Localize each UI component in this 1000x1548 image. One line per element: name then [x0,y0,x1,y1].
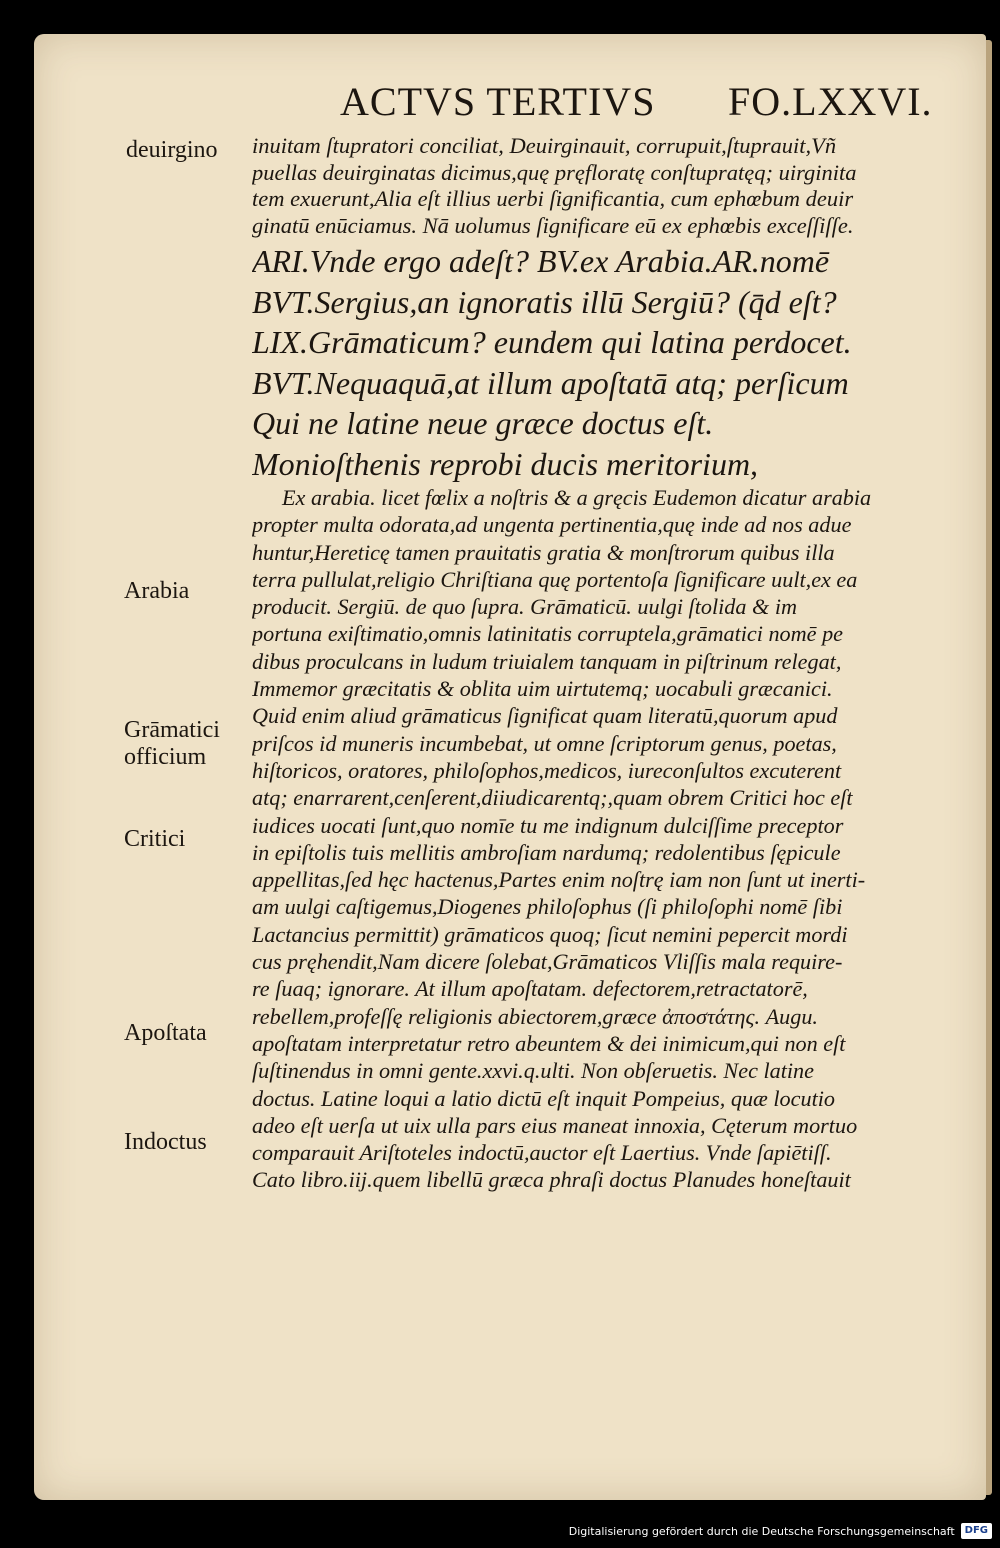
text-line: am uulgi caſtigemus,Diogenes philoſophus (ſi philoſophi nomē ſibi [252,894,843,920]
text-line: appellitas,ſed hęc hactenus,Partes enim noſtrę iam non ſunt ut inerti- [252,867,866,893]
verse-block [252,241,958,484]
text-line: tem exuerunt,Alia eſt illius uerbi ſignificantia, cum ephœbum deuir [252,186,854,211]
margin-note-gramatici: Grāmatici [124,717,220,743]
verse-line: LIX.Grāmaticum? eundem qui latina perdocet. [252,324,852,360]
verse-line: Qui ne latine neue græce doctus eſt. [252,405,714,441]
text-line: propter multa odorata,ad ungenta pertinentia,quę inde ad nos adue [252,512,852,538]
text-line: adeo eſt uerſa ut uix ulla pars eius maneat innoxia, Cęterum mortuo [252,1112,858,1138]
text-line: dibus proculcans in ludum triuialem tanquam in piſtrinum relegat, [252,648,842,674]
text-line: ginatū enūciamus. Nā uolumus ſignificare eū ex ephœbis exceſſiſſe. [252,212,854,238]
margin-note-officium: officium [124,744,207,770]
text-line: Immemor græcitatis & oblita uim uirtutemq; uocabuli græcanici. [252,676,833,702]
text-line: portuna exiſtimatio,omnis latinitatis corruptela,grāmatici nomē pe [252,621,844,647]
text-line: rebellem,profeſſę religionis abiectorem,græce ἀποστάτης. Augu. [252,1003,818,1029]
verse-line: Monioſthenis reprobi ducis meritorium, [252,445,759,482]
verse-line: ARI.Vnde ergo adeſt? BV.ex Arabia.AR.nomē [252,243,830,279]
text-line: ſuſtinendus in omni gente.xxvi.q.ulti. Non obſeruetis. Nec latine [252,1058,814,1084]
text-line: re ſuaq; ignorare. At illum apoſtatam. defectorem,retractatorē, [252,976,808,1002]
text-line: producit. Sergiū. de quo ſupra. Grāmaticū. uulgi ſtolida & im [252,594,798,620]
page-header [0,78,1000,128]
text-line: hiſtoricos, oratores, philoſophos,medicos, iureconſultos excuterent [252,757,842,783]
margin-note-arabia: Arabia [124,578,190,604]
commentary-main [252,484,958,1194]
verse-line: BVT.Nequaquā,at illum apoſtatā atq; perſicum [252,364,849,401]
text-line: huntur,Hereticę tamen prauitatis gratia & monſtrorum quibus illa [252,539,835,565]
digitization-credit [569,1518,992,1544]
text-line: apoſtatam interpretatur retro abeuntem & dei inimicum,qui non eſt [252,1030,846,1056]
text-line: cus pręhendit,Nam dicere ſolebat,Grāmaticos Vliſſis mala require- [252,949,843,975]
running-head: ACTVS TERTIVS [340,79,656,124]
text-line: Quid enim aliud grāmaticus ſignificat quam literatū,quorum apud [252,703,838,729]
text-line: puellas deuirginatas dicimus,quę pręfloratę conſtupratęq; uirginita [252,159,857,185]
text-line: inuitam ſtupratori conciliat, Deuirginauit, corrupuit,ſtuprauit,Vñ [252,133,837,158]
text-line: iudices uocati ſunt,quo nomīe tu me indignum dulciſſime preceptor [252,812,844,838]
text-line: in epiſtolis tuis mellitis ambroſiam nardumq; redolentibus ſępicule [252,839,841,865]
commentary-top [252,133,958,239]
text-line: Ex arabia. licet fœlix a noſtris & a gręcis Eudemon dicatur arabia [282,485,872,510]
text-line: Lactancius permittit) grāmaticos quoq; ſicut nemini pepercit mordi [252,921,848,947]
dfg-logo: DFG [961,1523,992,1539]
text-line: doctus. Latine loqui a latio dictū eſt inquit Pompeius, quæ locutio [252,1085,836,1111]
margin-note-apostata: Apoſtata [124,1020,207,1046]
folio-number: FO.LXXVI. [728,79,933,124]
page-edge [986,40,992,1495]
text-line: comparauit Ariſtoteles indoctū,auctor eſt Laertius. Vnde ſapiētiſſ. [252,1140,832,1166]
text-line: terra pullulat,religio Chriſtiana quę portentoſa ſignificare uult,ex ea [252,566,858,592]
margin-note-deuirgino: deuirgino [126,137,218,163]
text-line: priſcos id muneris incumbebat, ut omne ſcriptorum genus, poetas, [252,730,837,756]
credit-text: Digitalisierung gefördert durch die Deutsche Forschungsgemeinschaft [568,1524,955,1538]
verse-line: BVT.Sergius,an ignoratis illū Sergiū? (q̄d eſt? [252,283,837,320]
margin-note-indoctus: Indoctus [124,1129,207,1155]
margin-note-critici: Critici [124,826,186,852]
text-line: atq; enarrarent,cenſerent,diiudicarentq;,quam obrem Critici hoc eſt [252,785,853,811]
text-line: Cato libro.iij.quem libellū græca phraſi doctus Planudes honeſtauit [252,1167,851,1193]
